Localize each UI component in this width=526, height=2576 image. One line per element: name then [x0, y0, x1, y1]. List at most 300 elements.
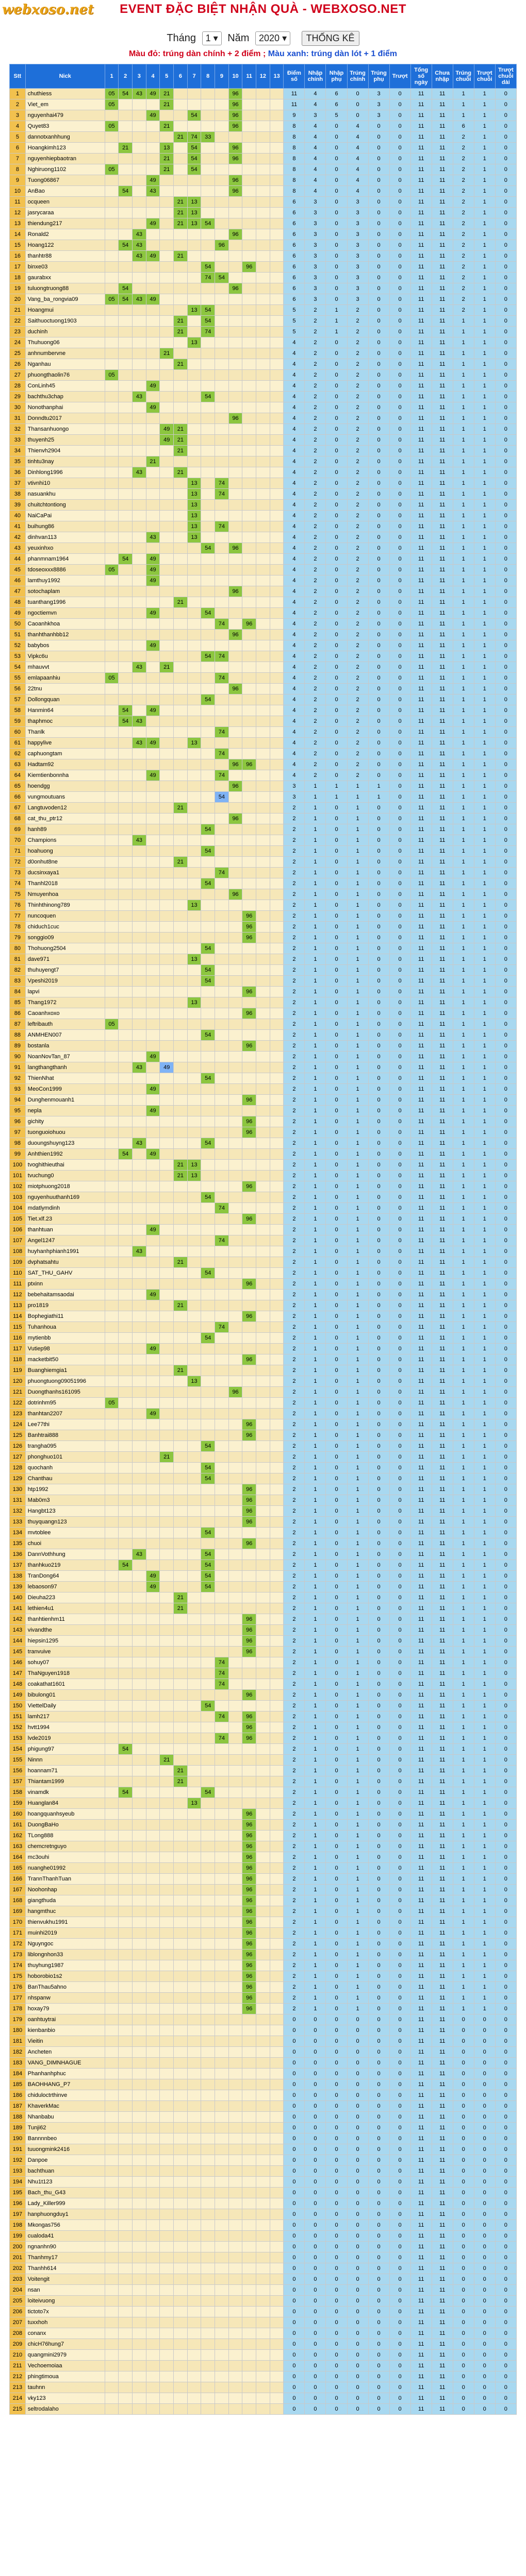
- player-nick[interactable]: Quyet83: [25, 121, 105, 132]
- player-nick[interactable]: BanThau5ahno: [25, 1982, 105, 1993]
- player-nick[interactable]: VANG_DIMNHAGUE: [25, 2058, 105, 2069]
- player-nick[interactable]: Duongthanhs161095: [25, 1387, 105, 1398]
- player-nick[interactable]: lapvi: [25, 987, 105, 997]
- player-nick[interactable]: jasrycaraa: [25, 208, 105, 218]
- player-nick[interactable]: hoxay79: [25, 2004, 105, 2014]
- player-nick[interactable]: bachthu3chap: [25, 392, 105, 402]
- stat-cell: 2: [305, 770, 326, 781]
- empty-day-cell: [228, 1787, 242, 1798]
- player-nick[interactable]: 22tnu: [25, 684, 105, 694]
- player-nick[interactable]: ducsinxaya1: [25, 868, 105, 878]
- site-logo[interactable]: webxoso.net: [2, 2, 94, 18]
- player-nick[interactable]: thanhthanhbb12: [25, 630, 105, 640]
- player-nick[interactable]: chuoi: [25, 1538, 105, 1549]
- player-nick[interactable]: hoendgg: [25, 781, 105, 792]
- empty-day-cell: [119, 1885, 133, 1895]
- player-nick[interactable]: bebehaitamsaodai: [25, 1290, 105, 1300]
- pick-cell: 13: [187, 305, 201, 316]
- player-nick[interactable]: nepla: [25, 1106, 105, 1116]
- player-nick[interactable]: Nguyngoc: [25, 1939, 105, 1950]
- score-cell: 2: [284, 1235, 305, 1246]
- player-nick[interactable]: hanh89: [25, 824, 105, 835]
- player-nick[interactable]: Nmuyenhoa: [25, 889, 105, 900]
- stat-cell: 1: [453, 1874, 474, 1885]
- player-nick[interactable]: Tiet.xlf.23: [25, 1214, 105, 1225]
- stat-cell: 1: [474, 467, 495, 478]
- stat-cell: 1: [474, 1008, 495, 1019]
- player-nick[interactable]: happylive: [25, 738, 105, 749]
- player-nick[interactable]: Caoanhkhoa: [25, 619, 105, 630]
- player-nick[interactable]: thuyhung1987: [25, 1960, 105, 1971]
- empty-day-cell: [256, 327, 270, 337]
- player-nick[interactable]: Thuhuong06: [25, 337, 105, 348]
- player-nick[interactable]: vinamdk: [25, 1787, 105, 1798]
- score-cell: 2: [284, 1203, 305, 1214]
- empty-day-cell: [160, 1365, 174, 1376]
- stat-cell: 0: [389, 1733, 410, 1744]
- player-nick[interactable]: phigung97: [25, 1744, 105, 1755]
- player-nick[interactable]: d0onhut8ne: [25, 857, 105, 868]
- player-nick[interactable]: Vpeshi2019: [25, 976, 105, 987]
- player-nick[interactable]: TrannThanhTuan: [25, 1874, 105, 1885]
- player-nick[interactable]: ThienNhat: [25, 1073, 105, 1084]
- player-nick[interactable]: Hangbt123: [25, 1506, 105, 1517]
- player-nick[interactable]: nasuankhu: [25, 489, 105, 500]
- stat-cell: 1: [305, 1614, 326, 1625]
- player-nick[interactable]: phonghuo101: [25, 1452, 105, 1463]
- empty-day-cell: [105, 1863, 119, 1874]
- player-nick[interactable]: Thanlk: [25, 727, 105, 738]
- player-nick[interactable]: Viet_em: [25, 99, 105, 110]
- player-nick[interactable]: Thansanhuongo: [25, 424, 105, 435]
- player-nick[interactable]: buihung86: [25, 521, 105, 532]
- player-nick[interactable]: langthangthanh: [25, 1062, 105, 1073]
- empty-day-cell: [215, 597, 229, 608]
- player-nick[interactable]: pro1819: [25, 1300, 105, 1311]
- player-nick[interactable]: hvtt1994: [25, 1722, 105, 1733]
- empty-day-cell: [228, 1863, 242, 1874]
- player-nick[interactable]: thanhkuo219: [25, 1560, 105, 1571]
- player-nick[interactable]: dotrinhm95: [25, 1398, 105, 1409]
- row-index: 56: [10, 684, 26, 694]
- pick-cell: 54: [201, 965, 215, 976]
- player-nick[interactable]: chemcretnguyo: [25, 1841, 105, 1852]
- player-nick[interactable]: thuhuyengt7: [25, 965, 105, 976]
- stat-cell: 0: [495, 1982, 516, 1993]
- player-nick[interactable]: Nganhau: [25, 359, 105, 370]
- player-nick[interactable]: Noohonhap: [25, 1885, 105, 1895]
- player-nick[interactable]: AnBao: [25, 186, 105, 197]
- player-nick[interactable]: lamthuy1992: [25, 575, 105, 586]
- player-nick[interactable]: gichity: [25, 1116, 105, 1127]
- empty-day-cell: [187, 846, 201, 857]
- player-nick[interactable]: Langtuvoden12: [25, 803, 105, 814]
- player-nick[interactable]: dvphatsahtu: [25, 1257, 105, 1268]
- player-nick[interactable]: NaiCaPai: [25, 511, 105, 521]
- stats-button[interactable]: THỐNG KÊ: [302, 31, 359, 46]
- empty-day-cell: [201, 1993, 215, 2004]
- player-nick[interactable]: hoangquanhsyeub: [25, 1809, 105, 1820]
- player-nick[interactable]: nguyenhuuthanh169: [25, 1192, 105, 1203]
- stat-cell: 0: [495, 1517, 516, 1528]
- stat-cell: 11: [410, 1463, 432, 1473]
- pick-cell: 21: [174, 467, 188, 478]
- row-index: 135: [10, 1538, 26, 1549]
- empty-day-cell: [187, 240, 201, 251]
- player-nick[interactable]: muinhi2019: [25, 1928, 105, 1939]
- player-nick[interactable]: Dollongquan: [25, 694, 105, 705]
- empty-day-cell: [228, 792, 242, 803]
- player-nick[interactable]: Vipkc6u: [25, 651, 105, 662]
- player-nick[interactable]: caphuongtam: [25, 749, 105, 759]
- empty-day-cell: [270, 1290, 284, 1300]
- pick-cell: 49: [146, 402, 160, 413]
- stat-cell: 1: [474, 283, 495, 294]
- player-nick[interactable]: thuyquangn123: [25, 1517, 105, 1528]
- stat-cell: 1: [326, 781, 347, 792]
- empty-day-cell: [270, 1657, 284, 1668]
- player-nick[interactable]: Nghiruong1102: [25, 164, 105, 175]
- player-nick[interactable]: dannotxanhhung: [25, 132, 105, 143]
- player-nick[interactable]: mhauvvt: [25, 662, 105, 673]
- player-nick[interactable]: tinhtu3nay: [25, 456, 105, 467]
- stat-cell: 11: [432, 500, 453, 511]
- stat-cell: 0: [495, 1473, 516, 1484]
- player-nick[interactable]: mvtoblee: [25, 1528, 105, 1538]
- table-row: [10, 814, 517, 824]
- player-nick[interactable]: songgio09: [25, 933, 105, 943]
- empty-day-cell: [201, 554, 215, 565]
- player-nick[interactable]: ANMHEN007: [25, 1030, 105, 1041]
- stat-cell: 11: [432, 900, 453, 911]
- stat-cell: 3: [305, 251, 326, 262]
- stat-cell: 1: [453, 1960, 474, 1971]
- player-nick[interactable]: Thohuong2504: [25, 943, 105, 954]
- player-nick[interactable]: Hoangmui: [25, 305, 105, 316]
- player-nick[interactable]: leftribauth: [25, 1019, 105, 1030]
- player-nick[interactable]: DuongBaHo: [25, 1820, 105, 1831]
- player-nick[interactable]: giangthuda: [25, 1895, 105, 1906]
- empty-day-cell: [119, 878, 133, 889]
- player-nick[interactable]: Thienvh2904: [25, 446, 105, 456]
- player-nick[interactable]: trangha095: [25, 1441, 105, 1452]
- player-nick[interactable]: thiendung217: [25, 218, 105, 229]
- player-nick[interactable]: hiepsin1295: [25, 1636, 105, 1647]
- stat-cell: 0: [389, 99, 410, 110]
- player-nick[interactable]: hoahuong: [25, 846, 105, 857]
- player-nick[interactable]: nguyenhai479: [25, 110, 105, 121]
- player-nick[interactable]: lebaoson97: [25, 1582, 105, 1592]
- player-nick[interactable]: ocqueen: [25, 197, 105, 208]
- player-nick[interactable]: sotochaplam: [25, 586, 105, 597]
- player-nick[interactable]: tranvuive: [25, 1647, 105, 1657]
- empty-day-cell: [215, 803, 229, 814]
- player-nick[interactable]: thanhtan2207: [25, 1409, 105, 1419]
- player-nick[interactable]: vivandthe: [25, 1625, 105, 1636]
- player-nick[interactable]: nguyenhiepbaotran: [25, 154, 105, 164]
- player-nick[interactable]: ngoctiemvn: [25, 608, 105, 619]
- player-nick[interactable]: chuitchtontiong: [25, 500, 105, 511]
- player-nick[interactable]: coakathat1601: [25, 1679, 105, 1690]
- player-nick[interactable]: Anhthien1992: [25, 1149, 105, 1160]
- stat-cell: 1: [347, 1235, 368, 1246]
- player-nick[interactable]: oanhtuytrai: [25, 2014, 105, 2025]
- player-nick[interactable]: phuongtuong09051996: [25, 1376, 105, 1387]
- stat-cell: 2: [305, 619, 326, 630]
- player-nick[interactable]: mc3ouhi: [25, 1852, 105, 1863]
- empty-day-cell: [160, 1073, 174, 1084]
- stat-cell: 0: [368, 575, 389, 586]
- stat-cell: 0: [326, 1473, 347, 1484]
- month-select[interactable]: 1 ▾: [202, 31, 222, 45]
- stat-cell: 1: [474, 1116, 495, 1127]
- player-nick[interactable]: hangmthuc: [25, 1906, 105, 1917]
- player-nick[interactable]: dave971: [25, 954, 105, 965]
- player-nick[interactable]: TranDong64: [25, 1571, 105, 1582]
- stat-cell: 0: [326, 1365, 347, 1376]
- empty-day-cell: [228, 2014, 242, 2025]
- player-nick[interactable]: Ancheten: [25, 2047, 105, 2058]
- player-nick[interactable]: cat_thu_ptr12: [25, 814, 105, 824]
- player-nick[interactable]: TLong888: [25, 1831, 105, 1841]
- player-nick[interactable]: htp1992: [25, 1484, 105, 1495]
- row-index: 167: [10, 1885, 26, 1895]
- stat-cell: 0: [326, 1084, 347, 1095]
- empty-day-cell: [270, 759, 284, 770]
- stat-cell: 1: [347, 1636, 368, 1647]
- player-nick[interactable]: Angel1247: [25, 1235, 105, 1246]
- player-nick[interactable]: ThaNguyen1918: [25, 1668, 105, 1679]
- player-nick[interactable]: duchinh: [25, 327, 105, 337]
- player-nick[interactable]: SAT_THU_GAHV: [25, 1268, 105, 1279]
- player-nick[interactable]: Nonothanphai: [25, 402, 105, 413]
- player-nick[interactable]: Caoanhxoxo: [25, 1008, 105, 1019]
- player-nick[interactable]: Lee77thi: [25, 1419, 105, 1430]
- empty-day-cell: [119, 392, 133, 402]
- player-nick[interactable]: binxe03: [25, 262, 105, 273]
- player-nick[interactable]: Ronald2: [25, 229, 105, 240]
- stat-cell: 0: [326, 1106, 347, 1116]
- empty-day-cell: [146, 521, 160, 532]
- player-nick[interactable]: thanhtr88: [25, 251, 105, 262]
- player-nick[interactable]: Donndtu2017: [25, 413, 105, 424]
- empty-day-cell: [146, 1528, 160, 1538]
- player-nick[interactable]: Saithuoctuong1903: [25, 316, 105, 327]
- player-nick[interactable]: ptxinn: [25, 1279, 105, 1290]
- player-nick[interactable]: chiduch1cuc: [25, 922, 105, 933]
- stat-cell: 2: [347, 630, 368, 640]
- player-nick[interactable]: Hanmin64: [25, 705, 105, 716]
- player-nick[interactable]: babybos: [25, 640, 105, 651]
- empty-day-cell: [270, 1636, 284, 1647]
- player-nick[interactable]: Banhtrai888: [25, 1430, 105, 1441]
- row-index: 40: [10, 511, 26, 521]
- empty-day-cell: [160, 1398, 174, 1409]
- player-nick[interactable]: nhspanw: [25, 1993, 105, 2004]
- empty-day-cell: [242, 446, 256, 456]
- player-nick[interactable]: ConLinh45: [25, 381, 105, 392]
- player-nick[interactable]: liblongnhon33: [25, 1950, 105, 1960]
- stat-cell: 11: [410, 954, 432, 965]
- empty-day-cell: [256, 1214, 270, 1225]
- stat-cell: 1: [347, 1452, 368, 1463]
- stat-cell: 6: [326, 99, 347, 110]
- player-nick[interactable]: Tuong06867: [25, 175, 105, 186]
- stat-cell: 1: [305, 1441, 326, 1452]
- player-nick[interactable]: vungmoutuans: [25, 792, 105, 803]
- player-nick[interactable]: hoborobio1s2: [25, 1971, 105, 1982]
- player-nick[interactable]: Huanglan84: [25, 1798, 105, 1809]
- player-nick[interactable]: Dieuha223: [25, 1592, 105, 1603]
- empty-day-cell: [187, 1690, 201, 1701]
- stat-cell: 0: [326, 435, 347, 446]
- row-index: 23: [10, 327, 26, 337]
- player-nick[interactable]: tdoseoxxx8886: [25, 565, 105, 575]
- stat-cell: 1: [347, 1311, 368, 1322]
- stat-cell: 11: [410, 521, 432, 532]
- stat-cell: 0: [495, 1084, 516, 1095]
- player-nick[interactable]: Vieitin: [25, 2036, 105, 2047]
- stat-cell: 0: [495, 1647, 516, 1657]
- player-nick[interactable]: duoungshuyng123: [25, 1138, 105, 1149]
- player-nick[interactable]: huyhanhphianh1991: [25, 1246, 105, 1257]
- player-nick[interactable]: tvoghithieuthai: [25, 1160, 105, 1171]
- empty-day-cell: [146, 229, 160, 240]
- player-nick[interactable]: thienvukhu1991: [25, 1917, 105, 1928]
- player-nick[interactable]: miotphuong2018: [25, 1181, 105, 1192]
- year-select[interactable]: 2020 ▾: [255, 31, 290, 45]
- player-nick[interactable]: yeuxinhxo: [25, 543, 105, 554]
- empty-day-cell: [119, 175, 133, 186]
- player-nick[interactable]: nuncoquen: [25, 911, 105, 922]
- stat-cell: 0: [368, 1917, 389, 1928]
- player-nick[interactable]: hoannam71: [25, 1766, 105, 1776]
- empty-day-cell: [105, 1376, 119, 1387]
- empty-day-cell: [119, 381, 133, 392]
- player-nick[interactable]: Champions: [25, 835, 105, 846]
- player-nick[interactable]: DannVothhung: [25, 1549, 105, 1560]
- stat-cell: 1: [305, 965, 326, 976]
- player-nick[interactable]: lethien4u1: [25, 1603, 105, 1614]
- player-nick[interactable]: kienbanbio: [25, 2025, 105, 2036]
- stat-cell: 11: [432, 175, 453, 186]
- table-row: [10, 943, 517, 954]
- player-nick[interactable]: thuyenh25: [25, 435, 105, 446]
- empty-day-cell: [242, 738, 256, 749]
- player-nick[interactable]: Mab0m3: [25, 1495, 105, 1506]
- player-nick[interactable]: Thiantam1999: [25, 1776, 105, 1787]
- player-nick[interactable]: thaphmoc: [25, 716, 105, 727]
- col-day: 1: [105, 64, 119, 89]
- empty-day-cell: [119, 359, 133, 370]
- player-nick[interactable]: tuanthang1996: [25, 597, 105, 608]
- player-nick[interactable]: lvde2019: [25, 1733, 105, 1744]
- empty-day-cell: [187, 770, 201, 781]
- stat-cell: 0: [495, 1419, 516, 1430]
- player-nick[interactable]: Chanthau: [25, 1473, 105, 1484]
- stat-cell: 0: [368, 1657, 389, 1668]
- player-nick[interactable]: Ninnn: [25, 1755, 105, 1766]
- empty-day-cell: [160, 1203, 174, 1214]
- player-nick[interactable]: vtivnhi10: [25, 478, 105, 489]
- empty-day-cell: [105, 900, 119, 911]
- player-nick[interactable]: mdatlymdinh: [25, 1203, 105, 1214]
- stat-cell: 0: [326, 1495, 347, 1506]
- player-nick[interactable]: anhnumbervne: [25, 348, 105, 359]
- player-nick[interactable]: NoanNovTan_87: [25, 1052, 105, 1062]
- player-nick[interactable]: Dinhlong1996: [25, 467, 105, 478]
- player-nick[interactable]: lamh217: [25, 1711, 105, 1722]
- empty-day-cell: [270, 1008, 284, 1019]
- stat-cell: 0: [495, 943, 516, 954]
- player-nick[interactable]: tvuchung0: [25, 1171, 105, 1181]
- player-nick[interactable]: ViettelDaily: [25, 1701, 105, 1711]
- player-nick[interactable]: Thinhthinong789: [25, 900, 105, 911]
- player-nick[interactable]: macketbit50: [25, 1354, 105, 1365]
- player-nick[interactable]: phanmnam1964: [25, 554, 105, 565]
- empty-day-cell: [201, 1084, 215, 1095]
- table-row: [10, 1982, 517, 1993]
- player-nick[interactable]: bibulong01: [25, 1690, 105, 1701]
- player-nick[interactable]: MeoCon1999: [25, 1084, 105, 1095]
- player-nick[interactable]: phuongthaolin76: [25, 370, 105, 381]
- player-nick[interactable]: quochanh: [25, 1463, 105, 1473]
- player-nick[interactable]: Kiemtienbonnha: [25, 770, 105, 781]
- player-nick[interactable]: Dunghenmouanh1: [25, 1095, 105, 1106]
- stat-cell: 0: [389, 283, 410, 294]
- player-nick[interactable]: Vang_ba_rongvia09: [25, 294, 105, 305]
- empty-day-cell: [215, 1300, 229, 1311]
- player-nick[interactable]: Bophegiathi11: [25, 1311, 105, 1322]
- player-nick[interactable]: gaurabxx: [25, 273, 105, 283]
- player-nick[interactable]: Hoangkimh123: [25, 143, 105, 154]
- player-nick[interactable]: chuthiess: [25, 89, 105, 99]
- stat-cell: 1: [305, 1787, 326, 1798]
- player-nick[interactable]: Thanhl2018: [25, 878, 105, 889]
- player-nick[interactable]: nuanghe01992: [25, 1863, 105, 1874]
- player-nick[interactable]: emlapaanhiu: [25, 673, 105, 684]
- player-nick[interactable]: Phanhanhphuc: [25, 2069, 105, 2079]
- player-nick[interactable]: Buanghiemgia1: [25, 1365, 105, 1376]
- stat-cell: 1: [347, 1106, 368, 1116]
- stat-cell: 1: [453, 511, 474, 521]
- stat-cell: 0: [326, 154, 347, 164]
- player-nick[interactable]: Hadtam92: [25, 759, 105, 770]
- player-nick[interactable]: thanhtuan: [25, 1225, 105, 1235]
- stat-cell: 2: [453, 132, 474, 143]
- player-nick[interactable]: Thang1972: [25, 997, 105, 1008]
- player-nick[interactable]: thanhtienhm11: [25, 1614, 105, 1625]
- stat-cell: 1: [305, 1755, 326, 1766]
- stat-cell: 2: [453, 197, 474, 208]
- empty-day-cell: [242, 154, 256, 164]
- score-cell: 2: [284, 965, 305, 976]
- player-nick[interactable]: sohuy07: [25, 1657, 105, 1668]
- player-nick[interactable]: Hoang122: [25, 240, 105, 251]
- empty-day-cell: [105, 1127, 119, 1138]
- player-nick[interactable]: tuonguoiohuou: [25, 1127, 105, 1138]
- table-row: [10, 402, 517, 413]
- player-nick[interactable]: Vutiep98: [25, 1344, 105, 1354]
- player-nick[interactable]: bostanla: [25, 1041, 105, 1052]
- stat-cell: 0: [326, 1116, 347, 1127]
- player-nick[interactable]: tuluongtruong88: [25, 283, 105, 294]
- player-nick[interactable]: dinhvan113: [25, 532, 105, 543]
- stat-cell: 1: [305, 922, 326, 933]
- player-nick[interactable]: mytienbb: [25, 1333, 105, 1344]
- stat-cell: 0: [495, 1333, 516, 1344]
- player-nick[interactable]: Tuhanhoua: [25, 1322, 105, 1333]
